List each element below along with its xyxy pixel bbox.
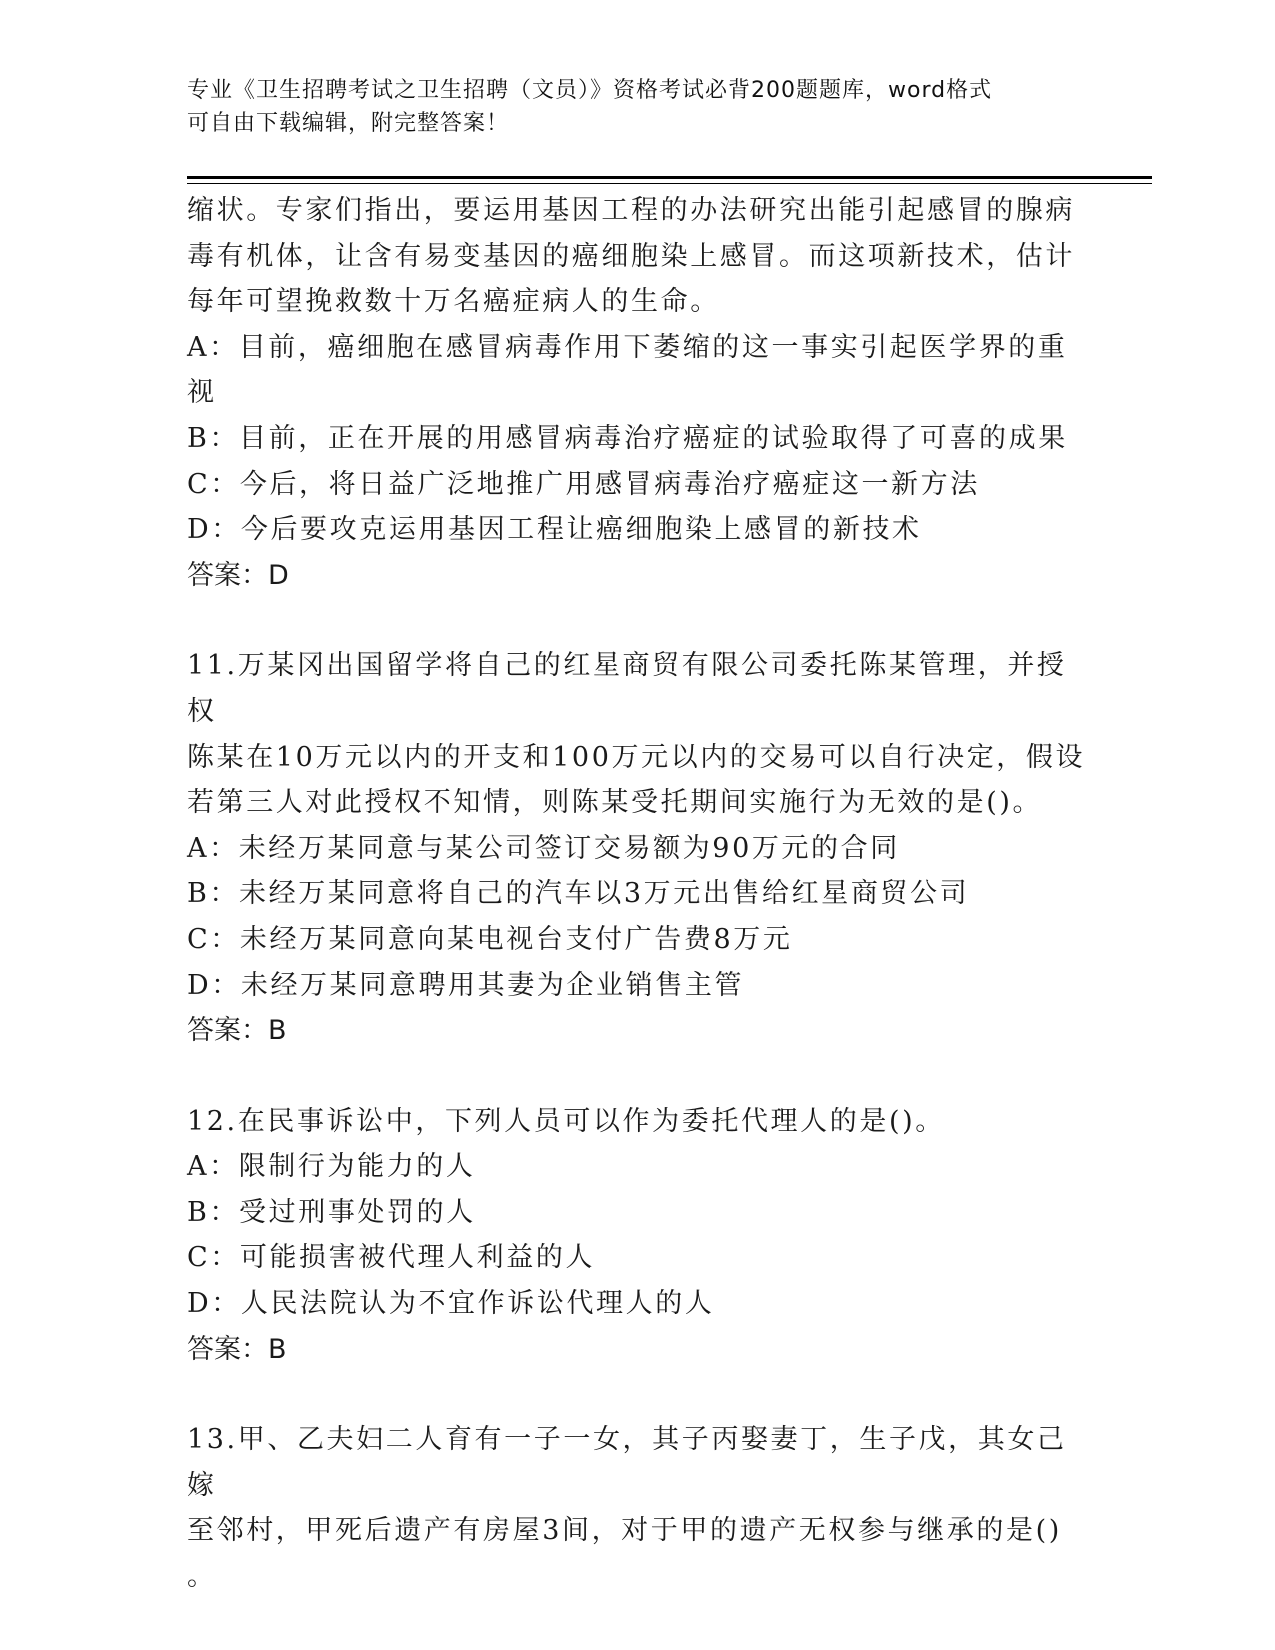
option-a: A：限制行为能力的人 [187,1151,476,1183]
continued-question [187,188,1087,598]
option-d: D：人民法院认为不宜作诉讼代理人的人 [187,1288,715,1320]
option-c: C：可能损害被代理人利益的人 [187,1242,596,1274]
question-12 [187,1099,1087,1373]
question-content [187,188,1087,1600]
option-d: D：今后要攻克运用基因工程让癌细胞染上感冒的新技术 [187,514,922,546]
header-divider-thin [187,183,1152,184]
spacer [187,1054,1087,1099]
spacer [187,598,1087,643]
question-stem-line: 若第三人对此授权不知情，则陈某受托期间实施行为无效的是()。 [187,787,1043,819]
question-stem-line: 每年可望挽救数十万名癌症病人的生命。 [187,286,720,318]
question-stem-line: 陈某在10万元以内的开支和100万元以内的交易可以自行决定，假设 [187,741,1086,773]
question-stem-line: 。 [187,1561,217,1593]
question-13 [187,1417,1087,1599]
option-b: B：受过刑事处罚的人 [187,1196,476,1228]
answer-line: 答案：B [187,1333,287,1365]
header-title-line-1: 专业《卫生招聘考试之卫生招聘（文员）》资格考试必背200题题库，word格式 [187,78,993,103]
question-stem-line: 12.在民事诉讼中，下列人员可以作为委托代理人的是()。 [187,1105,945,1137]
question-stem-line: 缩状。专家们指出，要运用基因工程的办法研究出能引起感冒的腺病 [187,195,1075,226]
header-divider-thick [187,176,1152,179]
option-c: C：未经万某同意向某电视台支付广告费8万元 [187,923,793,955]
header-title-line-2: 可自由下载编辑，附完整答案！ [187,111,510,136]
question-stem-line: 至邻村，甲死后遗产有房屋3间，对于甲的遗产无权参与继承的是() [187,1515,1062,1547]
question-stem-line: 11.万某冈出国留学将自己的红星商贸有限公司委托陈某管理，并授权 [187,650,1067,727]
answer-line: 答案：B [187,1015,287,1047]
option-b: B：目前，正在开展的用感冒病毒治疗癌症的试验取得了可喜的成果 [187,422,1068,454]
answer-line: 答案：D [187,559,289,591]
option-b: B：未经万某同意将自己的汽车以3万元出售给红星商贸公司 [187,878,970,910]
option-d: D：未经万某同意聘用其妻为企业销售主管 [187,969,745,1001]
question-stem-line: 13.甲、乙夫妇二人育有一子一女，其子丙娶妻丁，生子戊，其女己嫁 [187,1424,1067,1501]
question-11 [187,643,1087,1053]
option-a: A：未经万某同意与某公司签订交易额为90万元的合同 [187,832,900,864]
question-stem-line: 毒有机体，让含有易变基因的癌细胞染上感冒。而这项新技术，估计 [187,240,1075,272]
document-header [187,74,1087,140]
spacer [187,1372,1087,1417]
option-c: C：今后，将日益广泛地推广用感冒病毒治疗癌症这一新方法 [187,468,980,500]
option-a: A：目前，癌细胞在感冒病毒作用下萎缩的这一事实引起医学界的重视 [187,331,1068,409]
